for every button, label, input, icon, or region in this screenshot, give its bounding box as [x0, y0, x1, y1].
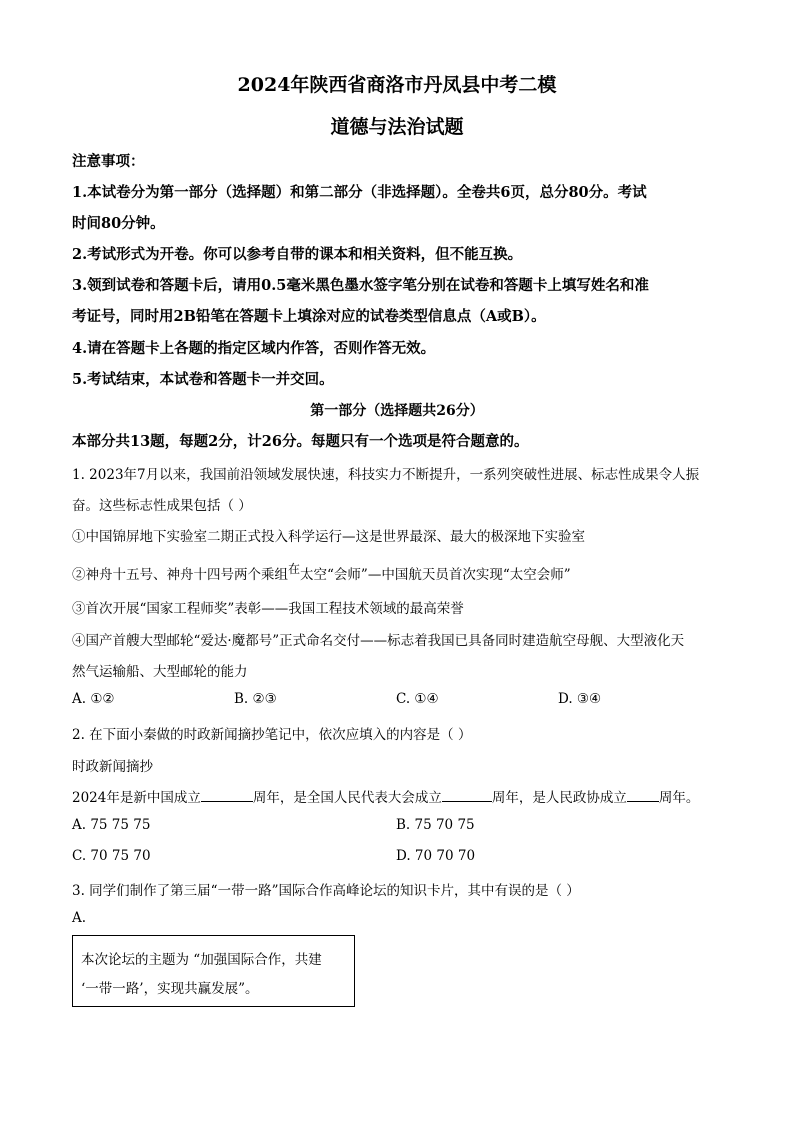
question-2-option-b: B. 75 70 75: [396, 817, 475, 833]
notice-item-1-line-1: 1.本试卷分为第一部分（选择题）和第二部分（非选择题）。全卷共6页，总分80分。考试: [72, 184, 647, 201]
notice-item-4: 4.请在答题卡上各题的指定区域内作答，否则作答无效。: [72, 340, 436, 357]
question-2-option-c: C. 70 75 70: [72, 848, 151, 864]
statement-2-raised-char: 在: [288, 562, 301, 576]
exam-title: 2024年陕西省商洛市丹凤县中考二模: [237, 74, 557, 96]
notice-heading: 注意事项：: [72, 153, 145, 170]
question-1-statement-2: [72, 563, 571, 583]
notice-item-3-line-2: 考证号，同时用2B铅笔在答题卡上填涂对应的试卷类型信息点（A或B）。: [72, 308, 546, 325]
question-1-statement-1: ①中国锦屏地下实验室二期正式投入科学运行—这是世界最深、最大的极深地下实验室: [72, 529, 585, 545]
question-1-statement-4-line-1: ④国产首艘大型邮轮“爱达·魔都号”正式命名交付——标志着我国已具备同时建造航空母舰、大型液化天: [72, 633, 685, 649]
question-1-option-b: B. ②③: [234, 691, 277, 707]
fill-blank-3: [627, 789, 659, 802]
question-3-stem: 3. 同学们制作了第三届“一带一路”国际合作高峰论坛的知识卡片，其中有误的是（ ）: [72, 883, 580, 899]
notice-item-2: 2.考试形式为开卷。你可以参考自带的课本和相关资料，但不能互换。: [72, 246, 523, 263]
question-1-statement-3: ③首次开展“国家工程师奖”表彰——我国工程技术领域的最高荣誉: [72, 601, 464, 617]
fill-blank-1: [201, 789, 253, 802]
exam-subtitle: 道德与法治试题: [330, 116, 464, 138]
question-1-option-d: D. ③④: [558, 691, 602, 707]
question-2-fill-sentence: [72, 786, 699, 806]
notice-item-5: 5.考试结束，本试卷和答题卡一并交回。: [72, 371, 334, 388]
card-line-2: ‘一带一路’，实现共赢发展”。: [81, 981, 259, 997]
question-1-stem-line-2: 奋。这些标志性成果包括（ ）: [72, 498, 252, 514]
fill-part-b: 周年，是全国人民代表大会成立: [252, 790, 442, 806]
fill-part-d: 周年。: [658, 790, 700, 806]
statement-2-part-a: ②神舟十五号、神舟十四号两个乘组: [72, 567, 288, 583]
fill-part-c: 周年，是人民政协成立: [491, 790, 627, 806]
question-1-option-c: C. ①④: [396, 691, 439, 707]
question-2-note-title: 时政新闻摘抄: [72, 759, 153, 775]
question-2-option-a: A. 75 75 75: [72, 817, 151, 833]
question-1-stem-line-1: 1. 2023年7月以来，我国前沿领域发展快速，科技实力不断提升，一系列突破性进展、标志性成果令人振: [72, 467, 700, 483]
card-line-1: 本次论坛的主题为 “加强国际合作，共建: [81, 952, 322, 968]
part-one-instruction: 本部分共13题，每题2分，计26分。每题只有一个选项是符合题意的。: [72, 433, 529, 450]
notice-item-1-line-2: 时间80分钟。: [72, 215, 165, 232]
knowledge-card: [72, 935, 355, 1007]
notice-item-3-line-1: 3.领到试卷和答题卡后，请用0.5毫米黑色墨水签字笔分别在试卷和答题卡上填写姓名和准: [72, 277, 649, 294]
part-one-heading: 第一部分（选择题共26分）: [310, 403, 484, 419]
question-3-option-a-label: A.: [72, 910, 87, 926]
fill-part-a: 2024年是新中国成立: [72, 790, 201, 806]
question-1-option-a: A. ①②: [72, 691, 115, 707]
question-1-statement-4-line-2: 然气运输船、大型邮轮的能力: [72, 664, 248, 680]
question-2-option-d: D. 70 70 70: [396, 848, 476, 864]
question-2-stem: 2. 在下面小秦做的时政新闻摘抄笔记中，依次应填入的内容是（ ）: [72, 727, 472, 743]
statement-2-part-b: 太空“会师”—中国航天员首次实现“太空会师”: [300, 567, 571, 583]
fill-blank-2: [442, 789, 492, 802]
